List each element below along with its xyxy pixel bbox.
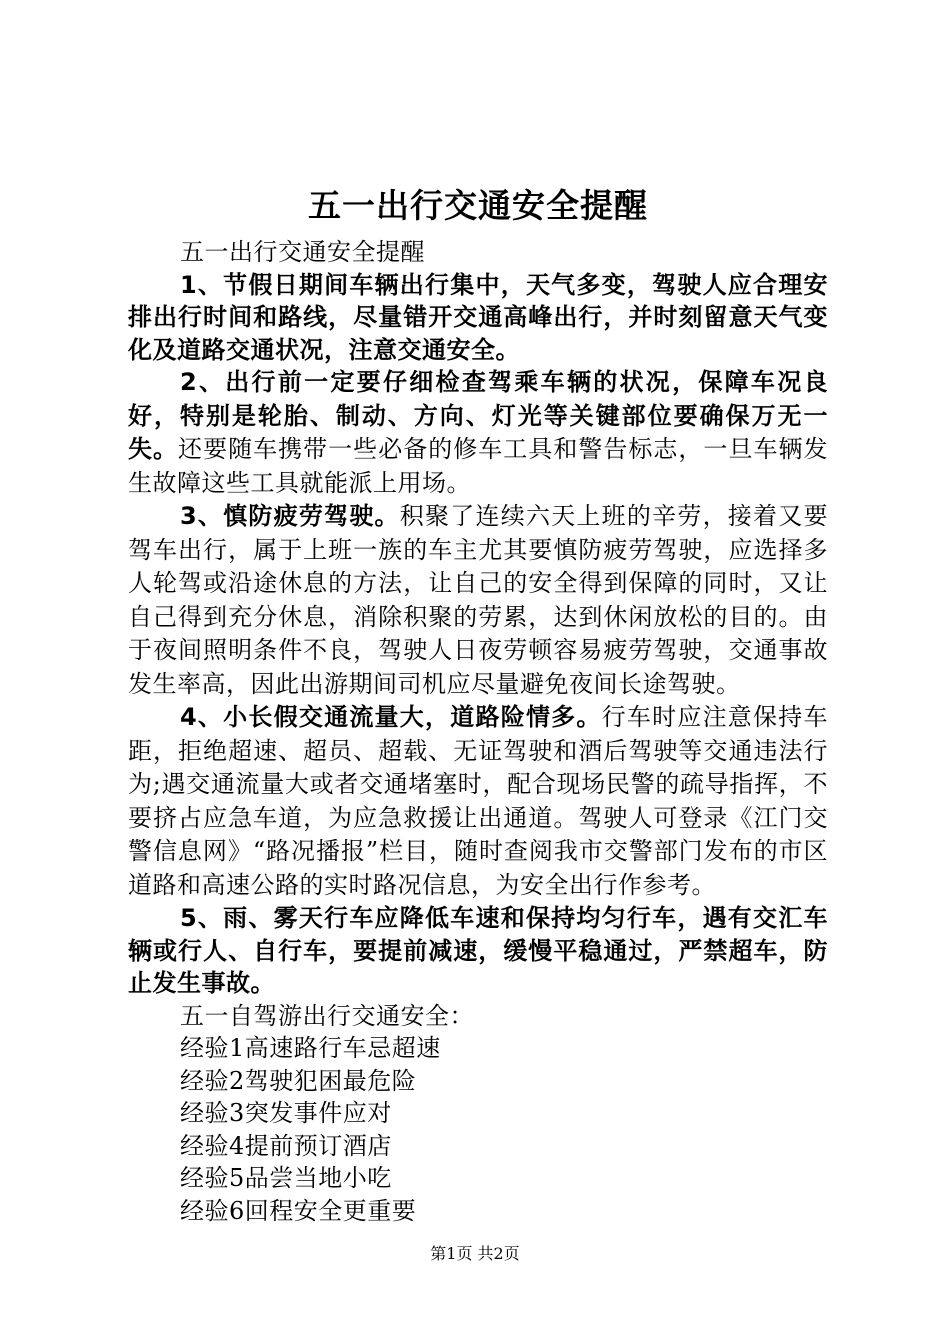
paragraph-1: 1、节假日期间车辆出行集中，天气多变，驾驶人应合理安排出行时间和路线，尽量错开交通高峰出行，并时刻留意天气变化及道路交通状况，注意交通安全。 bbox=[128, 270, 828, 364]
list-item: 经验4提前预订酒店 bbox=[180, 1131, 392, 1160]
document-page bbox=[128, 178, 828, 1227]
paragraph-3-bold: 3、慎防疲劳驾驶。 bbox=[180, 502, 400, 530]
paragraph-5: 5、雨、雾天行车应降低车速和保持均匀行车，遇有交汇车辆或行人、自行车，要提前减速，缓慢平稳通过，严禁超车，防止发生事故。 bbox=[128, 904, 828, 997]
list-heading: 五一自驾游出行交通安全： bbox=[180, 1001, 474, 1030]
paragraph-3-normal: 积聚了连续六天上班的辛劳，接着又要驾车出行，属于上班一族的车主尤其要慎防疲劳驾驶，应选择多人轮驾或沿途休息的方法，让自己的安全得到保障的同时，又让自己得到充分休息，消除积聚的劳累，达到休闲放松的目的。由于夜间照明条件不良，驾驶人日夜劳顿容易疲劳驾驶，交通事故发生率高，因此出游期间司机应尽量避免夜间长途驾驶。 bbox=[128, 502, 829, 698]
list-item: 经验2驾驶犯困最危险 bbox=[180, 1066, 417, 1095]
paragraph-2-normal: 还要随车携带一些必备的修车工具和警告标志，一旦车辆发生故障这些工具就能派上用场。 bbox=[128, 435, 829, 497]
list-item: 经验6回程安全更重要 bbox=[180, 1196, 417, 1225]
document-subtitle: 五一出行交通安全提醒 bbox=[180, 238, 425, 266]
paragraph-3 bbox=[128, 500, 828, 701]
list-item: 经验1高速路行车忌超速 bbox=[180, 1034, 441, 1062]
page-title: 五一出行交通安全提醒 bbox=[308, 186, 648, 225]
paragraph-2-bold: 2、出行前一定要仔细检查驾乘车辆的状况，保障车况良好，特别是轮胎、制动、方向、灯光等关键部位要确保万无一失。 bbox=[128, 368, 828, 463]
paragraph-2 bbox=[128, 366, 828, 500]
page-footer: 第1页 共2页 bbox=[430, 1244, 520, 1263]
list-item: 经验5品尝当地小吃 bbox=[180, 1164, 392, 1192]
paragraph-4-bold: 4、小长假交通流量大，道路险情多。 bbox=[180, 703, 602, 731]
paragraph-4-normal: 行车时应注意保持车距，拒绝超速、超员、超载、无证驾驶和酒后驾驶等交通违法行为;遇交通流量大或者交通堵塞时，配合现场民警的疏导指挥，不要挤占应急车道，为应急救援让出通道。驾驶人可登录《江门交警信息网》“路况播报”栏目，随时查阅我市交警部门发布的市区道路和高速公路的实时路况信息，为安全出行作参考。 bbox=[128, 703, 828, 899]
list-item: 经验3突发事件应对 bbox=[180, 1099, 392, 1127]
paragraph-4 bbox=[128, 701, 828, 902]
